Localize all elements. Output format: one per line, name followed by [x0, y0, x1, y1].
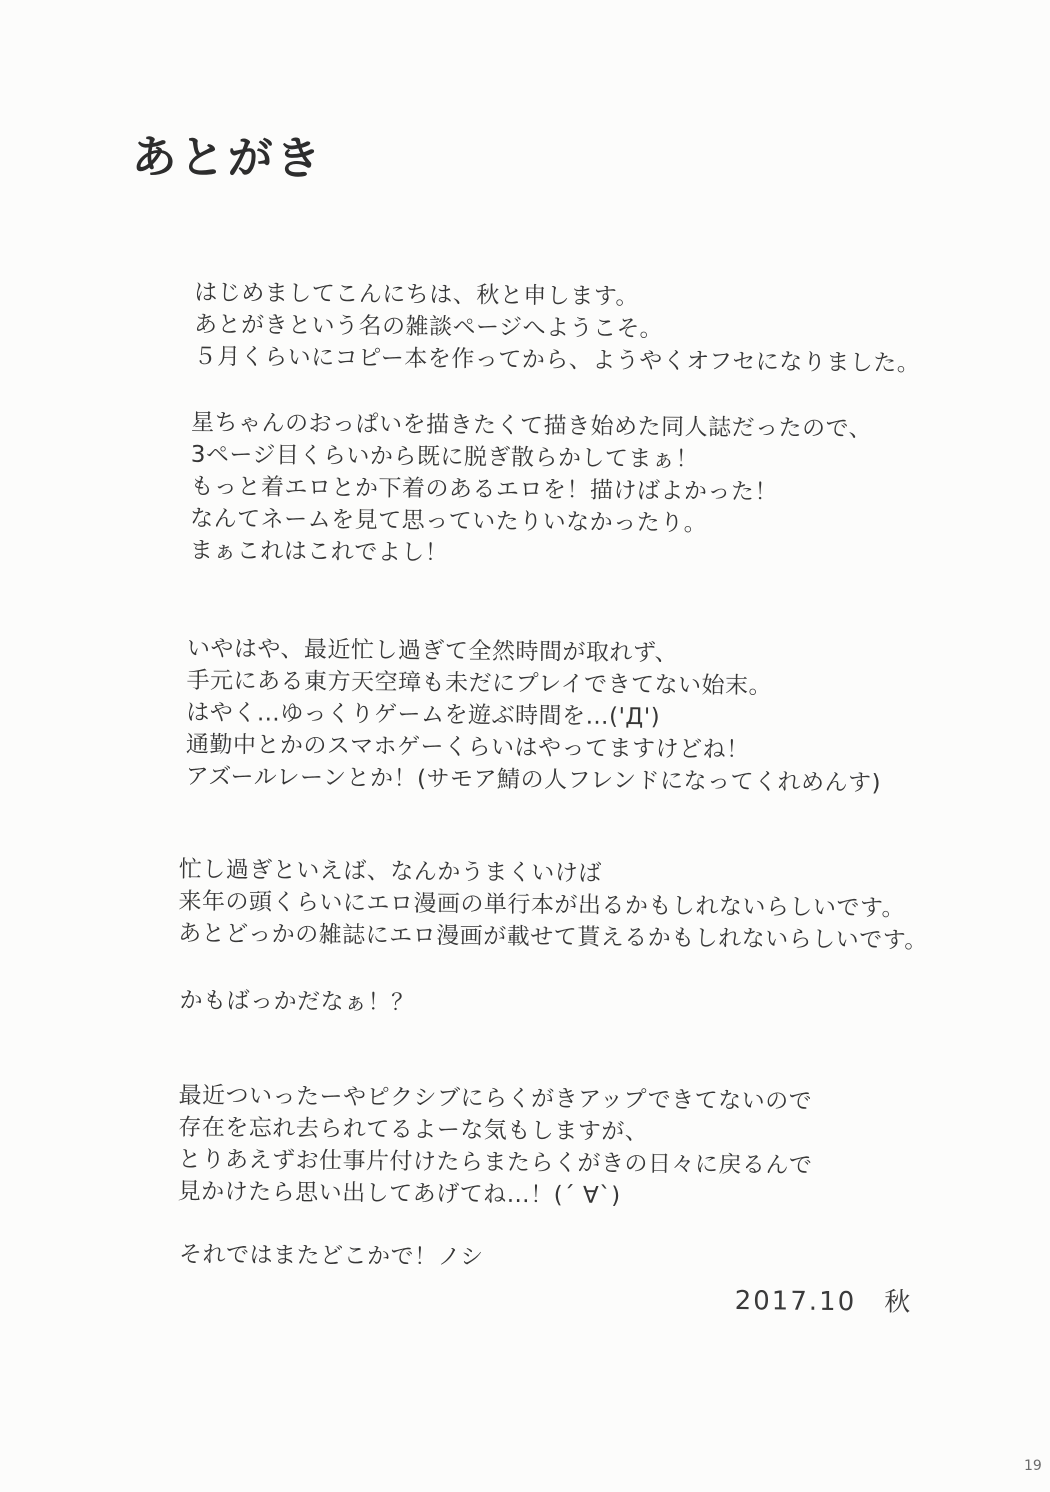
text-line: 手元にある東方天空璋も未だにプレイできてない始末。: [186, 667, 773, 700]
paragraph-sketch-apology: [178, 1080, 814, 1214]
text-line: あとがきという名の雑談ページへようこそ。: [193, 311, 664, 343]
text-line: 通勤中とかのスマホゲーくらいはやってますけどね！: [185, 731, 750, 764]
text-line: とりあえずお仕事片付けたらまたらくがきの日々に戻るんで: [177, 1146, 813, 1179]
text-line: 星ちゃんのおっぱいを描きたくて描き始めた同人誌だったので、: [190, 409, 873, 443]
text-line: 最近ついったーやピクシブにらくがきアップできてないので: [178, 1082, 813, 1115]
text-line: あとどっかの雑誌にエロ漫画が載せて貰えるかもしれないらしいです。: [178, 920, 928, 954]
text-line: はじめましてこんにちは、秋と申します。: [194, 279, 640, 311]
text-line: いやはや、最近忙し過ぎて全然時間が取れず、: [186, 635, 679, 667]
paragraph-farewell: [179, 1239, 484, 1274]
text-line: 忙し過ぎといえば、なんかうまくいけば: [178, 856, 602, 887]
date-signature: 2017.10 秋: [734, 1286, 913, 1318]
paragraph-greeting: [194, 277, 922, 380]
text-line: ５月くらいにコピー本を作ってから、ようやくオフセになりました。: [193, 343, 921, 377]
text-line: もっと着エロとか下着のあるエロを！描けばよかった！: [190, 473, 779, 506]
text-line: 来年の頭くらいにエロ漫画の単行本が出るかもしれないらしいです。: [178, 888, 906, 922]
text-line: なんてネームを見て思っていたりいなかったり。: [190, 505, 708, 537]
text-line: 存在を忘れ去られてるよーな気もしますが、: [178, 1114, 649, 1146]
paragraph-future-news: [178, 854, 929, 957]
text-line: 3ページ目くらいから既に脱ぎ散らかしてまぁ！: [190, 441, 700, 473]
paragraph-busy-games: [186, 633, 883, 800]
text-line: アズールレーンとか！(サモア鯖の人フレンドになってくれめんす): [185, 763, 882, 797]
page-number: 19: [1024, 1458, 1042, 1474]
text-line: はやく…ゆっくりゲームを遊ぶ時間を…('Д'): [186, 699, 661, 731]
paragraph-book-origin: [190, 407, 873, 574]
paragraph-kamo-remark: [179, 985, 414, 1019]
text-line: 見かけたら思い出してあげてね…！(´ ∀`): [177, 1178, 621, 1209]
text-line: かもばっかだなぁ！？: [179, 987, 415, 1016]
text-line: それではまたどこかで！ノシ: [178, 1241, 484, 1271]
text-line: まぁこれはこれでよし！: [189, 537, 449, 567]
page-title: あとがき: [131, 130, 324, 186]
